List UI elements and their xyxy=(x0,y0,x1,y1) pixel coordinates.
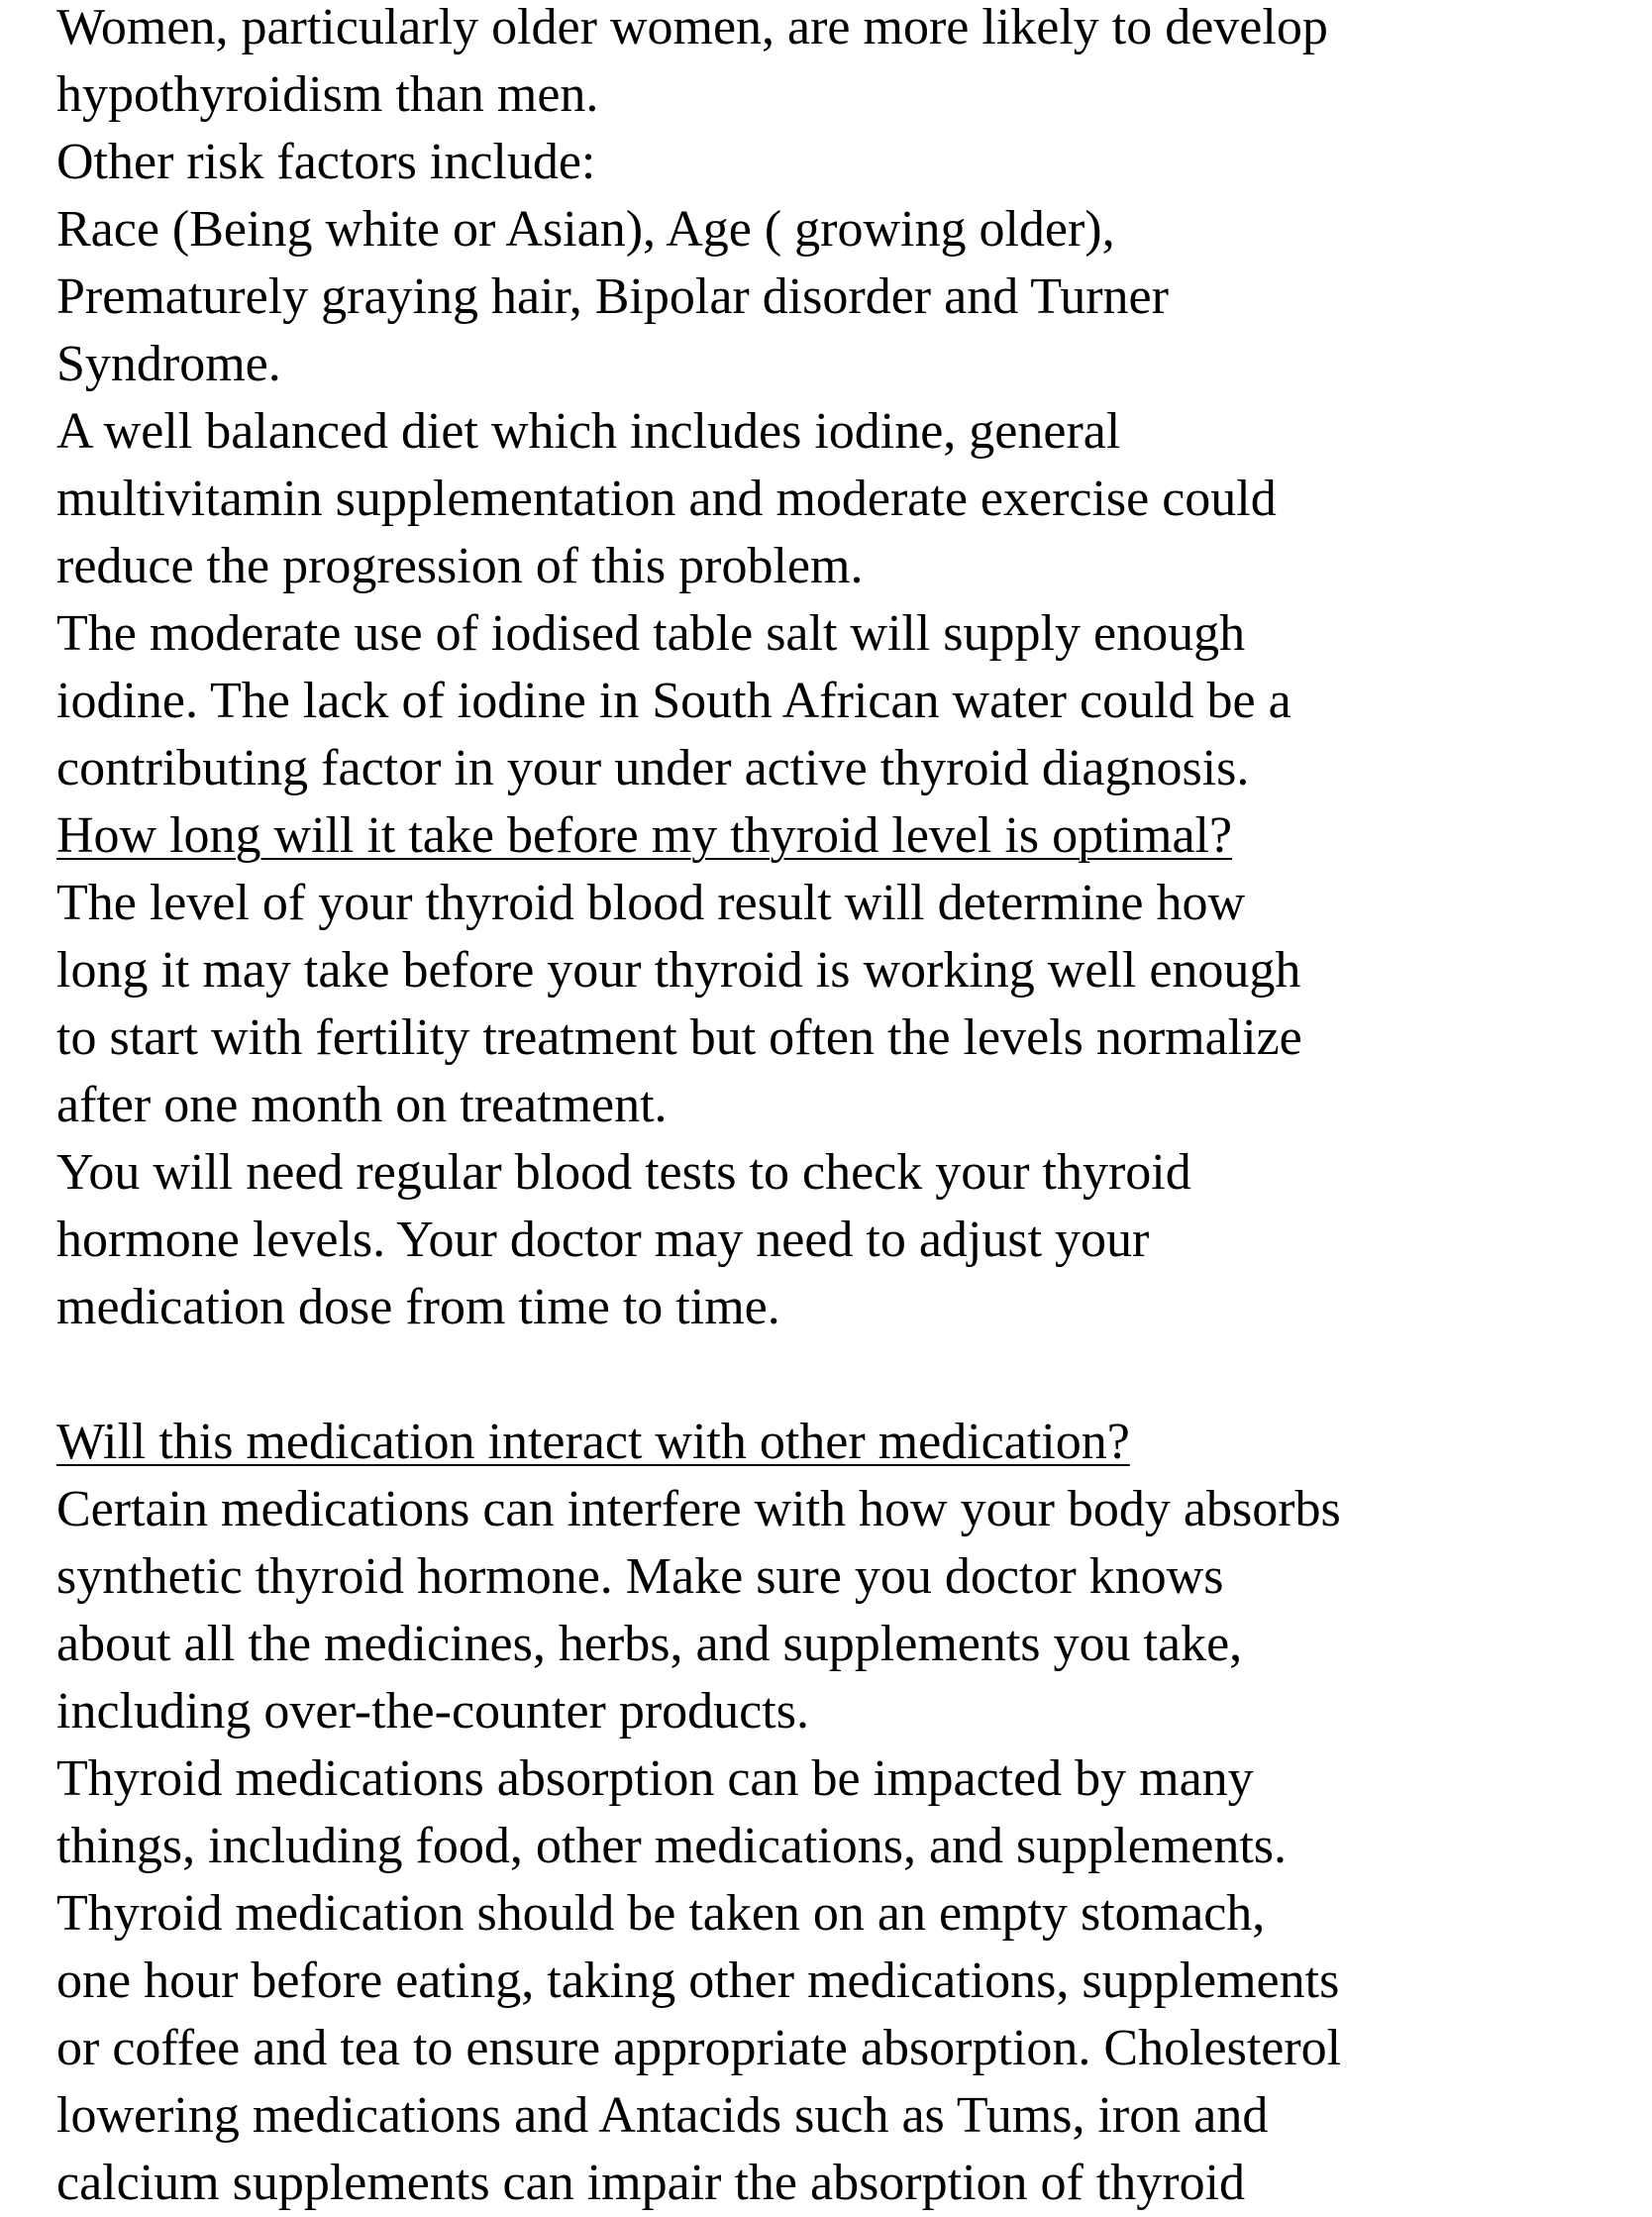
text-line: one hour before eating, taking other medications, supplements xyxy=(56,1953,1340,2009)
text-line: calcium supplements can impair the absorption of thyroid xyxy=(56,2155,1246,2211)
text-line: or coffee and tea to ensure appropriate absorption. Cholesterol xyxy=(56,2020,1342,2076)
text-line: including over-the-counter products. xyxy=(56,1683,809,1740)
text-line: Certain medications can interfere with how your body absorbs xyxy=(56,1481,1341,1537)
text-line: medication dose from time to time. xyxy=(56,1279,780,1335)
document-page xyxy=(56,0,1621,2217)
text-line: lowering medications and Antacids such as Tums, iron and xyxy=(56,2087,1269,2144)
text-line: to start with fertility treatment but often the levels normalize xyxy=(56,1009,1302,1066)
blank-line xyxy=(56,1341,1621,1409)
intro-paragraph-block xyxy=(56,0,1621,802)
text-line: Thyroid medication should be taken on an empty stomach, xyxy=(56,1885,1266,1942)
text-line: A well balanced diet which includes iodine, general xyxy=(56,403,1121,460)
text-line: hormone levels. Your doctor may need to adjust your xyxy=(56,1212,1150,1268)
text-line: Syndrome. xyxy=(56,336,281,392)
text-line: Other risk factors include: xyxy=(56,134,596,190)
text-line: contributing factor in your under active thyroid diagnosis. xyxy=(56,740,1250,796)
section-heading-medication-interaction: Will this medication interact with other medication? xyxy=(56,1414,1130,1470)
section-heading-thyroid-level: How long will it take before my thyroid level is optimal? xyxy=(56,807,1233,864)
text-line: long it may take before your thyroid is working well enough xyxy=(56,942,1301,999)
text-line: The moderate use of iodised table salt will supply enough xyxy=(56,605,1246,662)
text-line: reduce the progression of this problem. xyxy=(56,538,864,594)
text-line: You will need regular blood tests to check your thyroid xyxy=(56,1144,1191,1201)
text-line: hypothyroidism than men. xyxy=(56,66,599,123)
text-line: after one month on treatment. xyxy=(56,1077,668,1133)
section-medication-interaction-body xyxy=(56,1476,1621,2217)
text-line: Women, particularly older women, are more likely to develop xyxy=(56,0,1328,55)
text-line: things, including food, other medications, and supplements. xyxy=(56,1818,1288,1874)
text-line: iodine. The lack of iodine in South African water could be a xyxy=(56,673,1291,729)
text-line: about all the medicines, herbs, and supplements you take, xyxy=(56,1616,1243,1672)
text-line: Race (Being white or Asian), Age ( growing older), xyxy=(56,201,1115,258)
text-line: Thyroid medications absorption can be impacted by many xyxy=(56,1750,1254,1807)
text-line: The level of your thyroid blood result will determine how xyxy=(56,875,1246,931)
text-line: Prematurely graying hair, Bipolar disorder and Turner xyxy=(56,268,1169,325)
text-line: synthetic thyroid hormone. Make sure you doctor knows xyxy=(56,1548,1224,1605)
text-line: multivitamin supplementation and moderate exercise could xyxy=(56,471,1277,527)
section-thyroid-level-body xyxy=(56,870,1621,1341)
